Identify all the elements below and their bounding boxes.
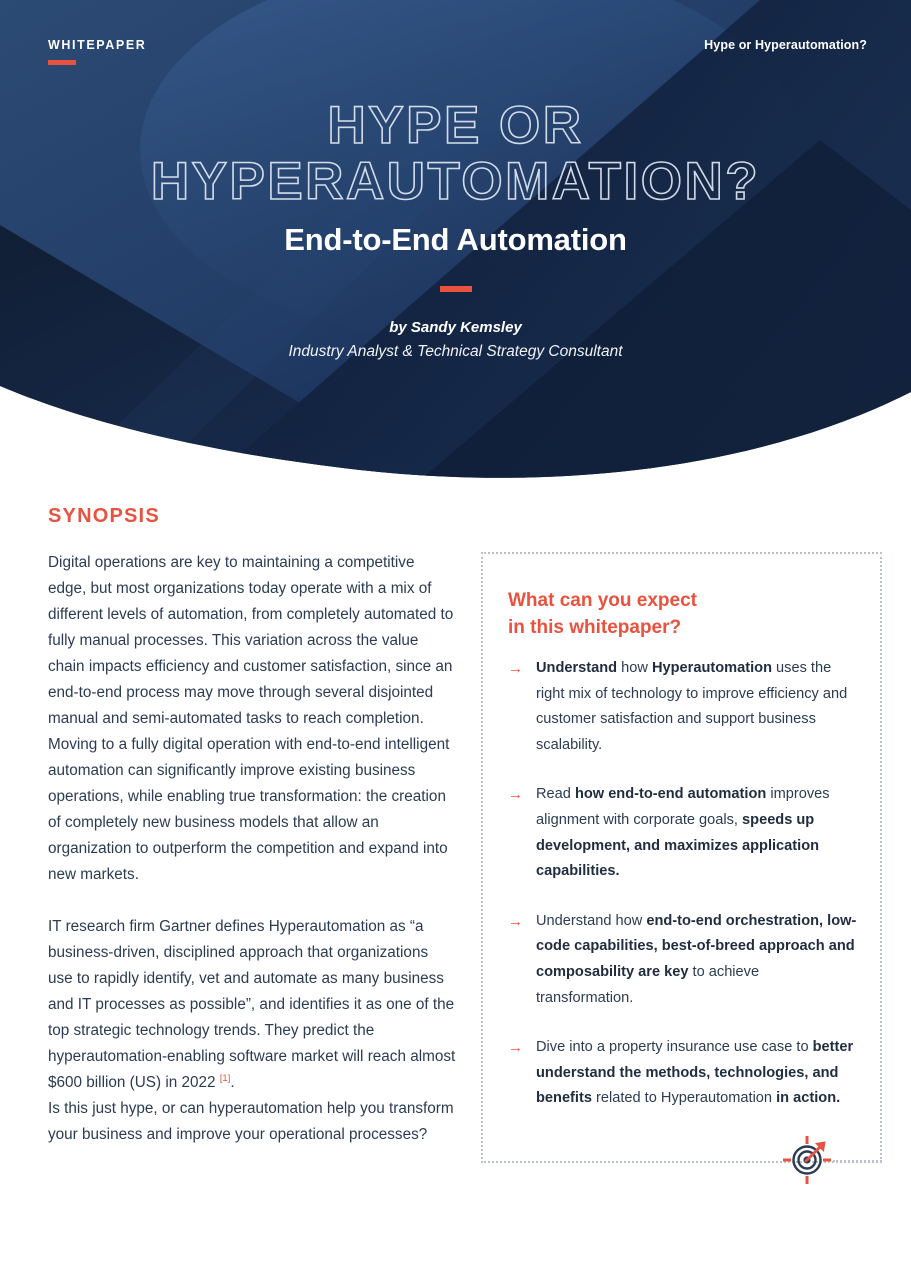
hero-outline-title: [0, 98, 911, 210]
synopsis-paragraph-2: [48, 914, 456, 1096]
synopsis-heading: SYNOPSIS: [48, 505, 160, 527]
expect-bullet-item: [508, 656, 860, 758]
hero-banner: [0, 0, 911, 480]
arrow-right-icon: →: [508, 786, 523, 804]
hero-running-head: Hype or Hyperautomation?: [704, 38, 867, 52]
hero-title-line-2: HYPERAUTOMATION?: [150, 152, 761, 212]
expect-title-line-2: in this whitepaper?: [508, 617, 682, 638]
synopsis-paragraph-2-text: IT research firm Gartner defines Hyperautomation as “a business-driven, disciplined approach that organizations use to rapidly identify, vet and automate as many business and IT processes as possible”, and identifies it as one of the top strategic technology trends. They predict the hyperautomation-enabling software market will reach almost $600 billion (US) in 2022: [48, 918, 456, 1091]
whitepaper-kicker: WHITEPAPER: [48, 38, 147, 52]
synopsis-paragraph-3: Is this just hype, or can hyperautomation help you transform your business and improve your operational processes?: [48, 1100, 454, 1143]
arrow-right-icon: →: [508, 1039, 523, 1057]
expect-bullet-item: [508, 782, 860, 884]
hero-text-layer: [0, 0, 911, 480]
synopsis-paragraph-1: Digital operations are key to maintaining a competitive edge, but most organizations today operate with a mix of different levels of automation, from completely automated to fully manual processes. This variation across the value chain impacts efficiency and customer satisfaction, since an end-to-end process may move through several disjointed manual and semi-automated tasks to reach completion. Moving to a fully digital operation with end-to-end intelligent automation can significantly improve existing business operations, while enabling true transformation: the creation of completely new business models that allow an organization to outperform the competition and expand into new markets.: [48, 554, 454, 883]
icon-connector-line: [833, 1160, 882, 1162]
expect-bullet-text: Dive into a property insurance use case to better understand the methods, technologies, and benefits related to Hyperautomation in action.: [536, 1039, 854, 1107]
target-arrow-icon: [781, 1134, 833, 1186]
expect-bullet-text: Understand how Hyperautomation uses the right mix of technology to improve efficiency and customer satisfaction and support business scalability.: [536, 660, 848, 753]
hero-title-line-1: HYPE OR: [327, 96, 584, 155]
synopsis-paragraph-2-tail: .: [230, 1074, 235, 1091]
expect-bullet-text: Understand how end-to-end orchestration, low-code capabilities, best-of-breed approach and composability are key to achieve transformation.: [536, 912, 857, 1006]
hero-author-role: Industry Analyst & Technical Strategy Consultant: [288, 343, 623, 360]
what-to-expect-box: [481, 552, 882, 1163]
expect-bullet-item: [508, 1035, 860, 1112]
hero-author: by Sandy Kemsley: [389, 319, 522, 336]
hero-accent-rule: [440, 286, 472, 292]
kicker-accent-rule: [48, 60, 76, 65]
expect-box-title: [508, 587, 848, 641]
arrow-right-icon: →: [508, 912, 523, 930]
expect-title-line-1: What can you expect: [508, 590, 697, 611]
expect-bullet-list: [508, 656, 860, 1112]
hero-subtitle: End-to-End Automation: [284, 222, 627, 257]
footnote-marker[interactable]: [1]: [219, 1072, 231, 1084]
synopsis-body: [48, 550, 456, 1148]
arrow-right-icon: →: [508, 660, 523, 677]
expect-bullet-item: [508, 909, 860, 1011]
expect-bullet-text: Read how end-to-end automation improves alignment with corporate goals, speeds up development, and maximizes application capabilities.: [536, 786, 830, 880]
